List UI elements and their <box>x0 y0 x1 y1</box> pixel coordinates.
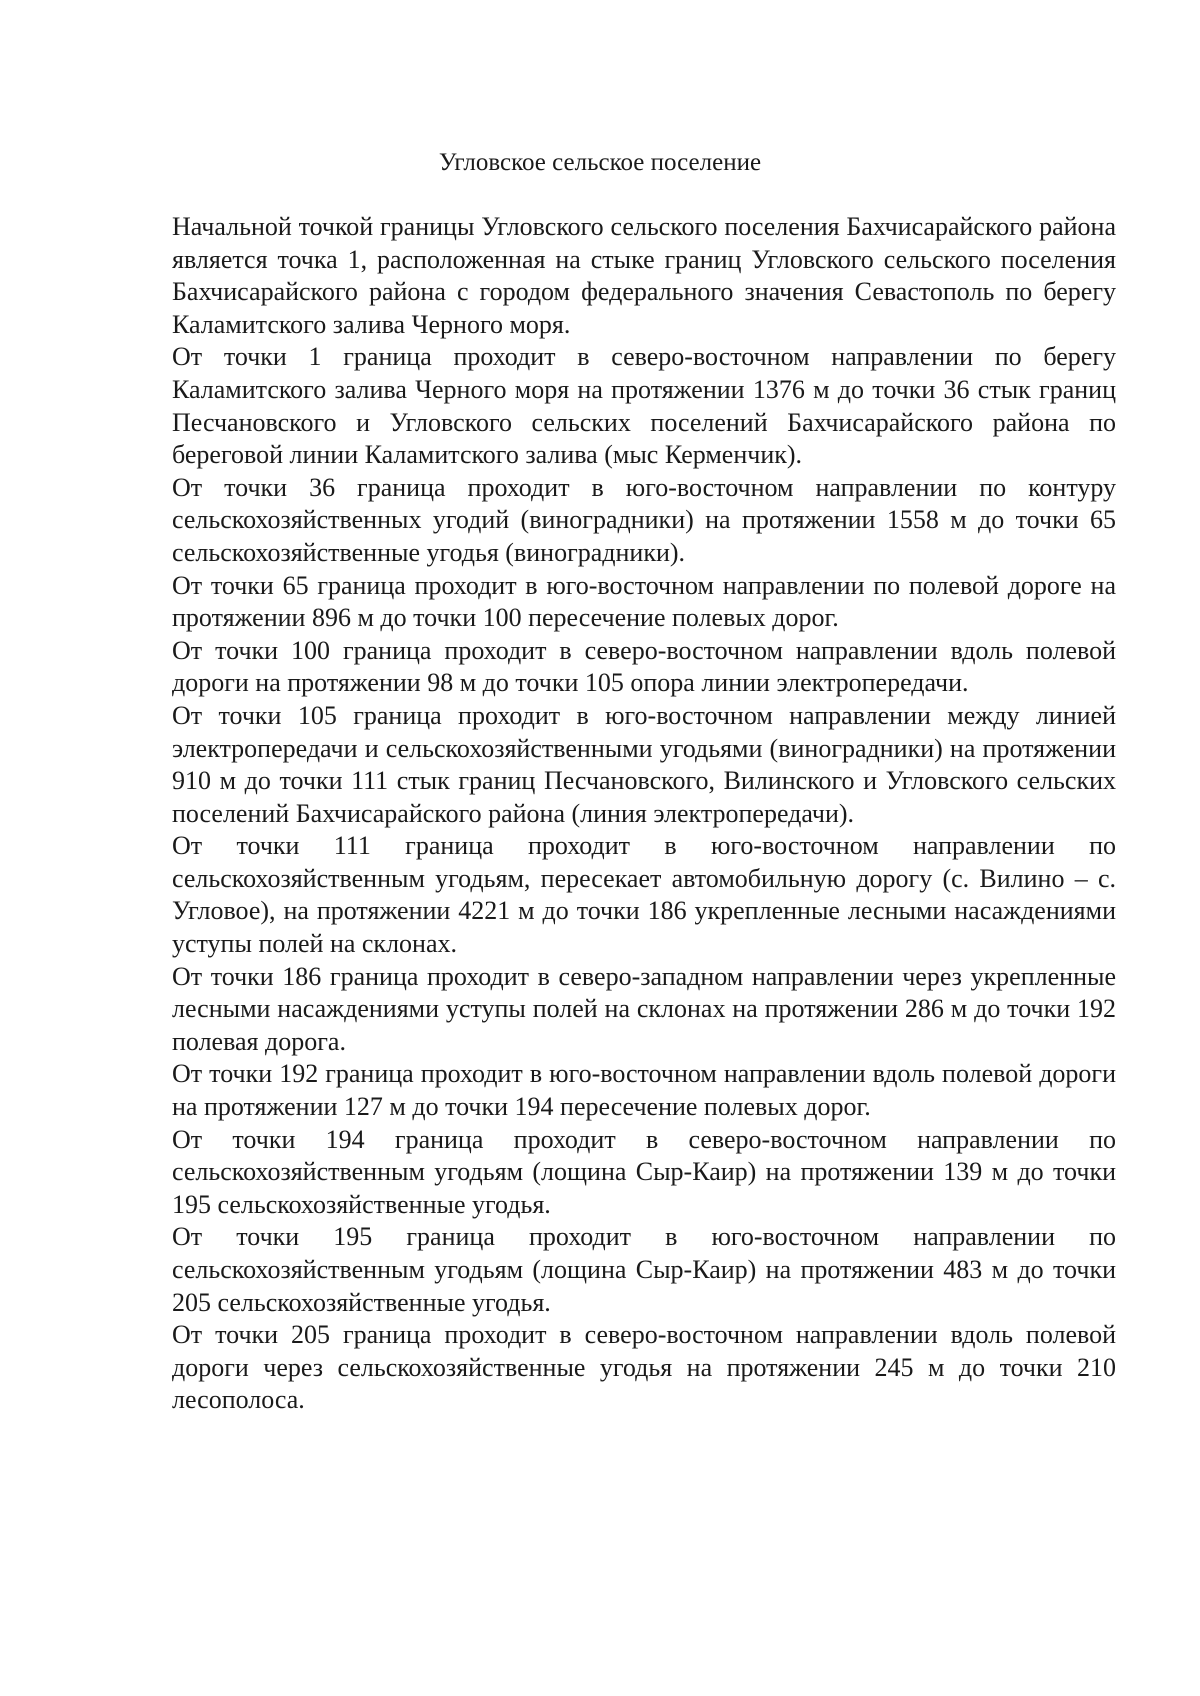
paragraph: От точки 194 граница проходит в северо-восточном направлении по сельскохозяйственным угодьям (лощина Сыр-Каир) на протяжении 139 м до точки 195 сельскохозяйственные угодья. <box>172 1124 1116 1219</box>
paragraph: От точки 186 граница проходит в северо-западном направлении через укрепленные лесными насаждениями уступы полей на склонах на протяжении 286 м до точки 192 полевая дорога. <box>172 961 1116 1056</box>
paragraph: От точки 1 граница проходит в северо-восточном направлении по берегу Каламитского залива Черного моря на протяжении 1376 м до точки 36 стык границ Песчановского и Угловского сельских поселений Бахчисарайского района по береговой линии Каламитского залива (мыс Керменчик). <box>172 342 1116 470</box>
paragraph: От точки 105 граница проходит в юго-восточном направлении между линией электропередачи и сельскохозяйственными угодьями (виноградники) на протяжении 910 м до точки 111 стык границ Песчановского, Вилинского и Угловского сельских поселений Бахчисарайского района (линия электропередачи). <box>172 700 1116 828</box>
document-body <box>172 211 1116 1417</box>
paragraph: От точки 65 граница проходит в юго-восточном направлении по полевой дороге на протяжении 896 м до точки 100 пересечение полевых дорог. <box>172 570 1116 633</box>
paragraph: От точки 192 граница проходит в юго-восточном направлении вдоль полевой дороги на протяжении 127 м до точки 194 пересечение полевых дорог. <box>172 1059 1116 1122</box>
paragraph: От точки 111 граница проходит в юго-восточном направлении по сельскохозяйственным угодьям, пересекает автомобильную дорогу (с. Вилино – с. Угловое), на протяжении 4221 м до точки 186 укрепленные лесными насаждениями уступы полей на склонах. <box>172 831 1116 959</box>
paragraph: От точки 205 граница проходит в северо-восточном направлении вдоль полевой дороги через сельскохозяйственные угодья на протяжении 245 м до точки 210 лесополоса. <box>172 1320 1116 1415</box>
document-title: Угловское сельское поселение <box>438 149 762 176</box>
paragraph: От точки 195 граница проходит в юго-восточном направлении по сельскохозяйственным угодьям (лощина Сыр-Каир) на протяжении 483 м до точки 205 сельскохозяйственные угодья. <box>172 1222 1116 1317</box>
paragraph: Начальной точкой границы Угловского сельского поселения Бахчисарайского района является точка 1, расположенная на стыке границ Угловского сельского поселения Бахчисарайского района с городом федерального значения Севастополь по берегу Каламитского залива Черного моря. <box>172 212 1116 339</box>
paragraph: От точки 100 граница проходит в северо-восточном направлении вдоль полевой дороги на протяжении 98 м до точки 105 опора линии электропередачи. <box>172 635 1116 698</box>
paragraph: От точки 36 граница проходит в юго-восточном направлении по контуру сельскохозяйственных угодий (виноградники) на протяжении 1558 м до точки 65 сельскохозяйственные угодья (виноградники). <box>172 472 1116 567</box>
